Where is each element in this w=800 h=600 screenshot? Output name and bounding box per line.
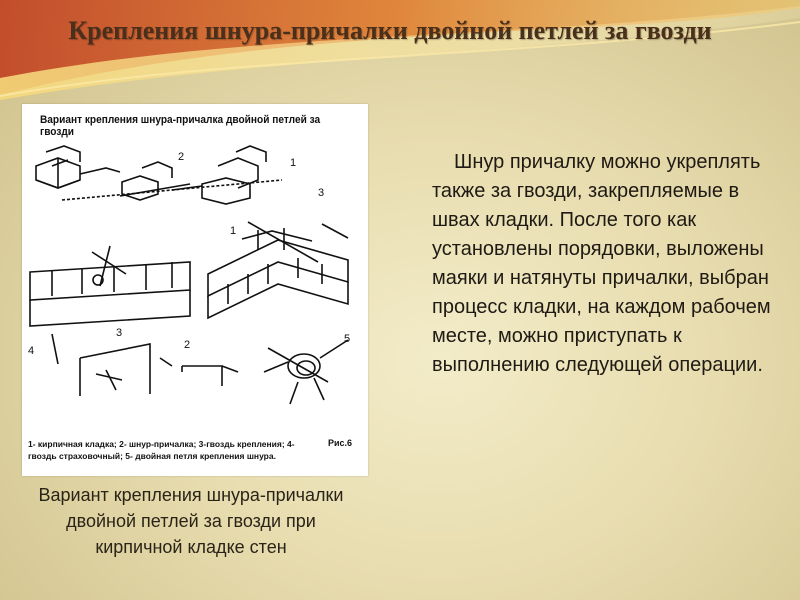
callout-label: 5 bbox=[344, 333, 351, 345]
callout-label: 3 bbox=[318, 187, 325, 199]
page-title: Крепления шнура-причалки двойной петлей за гвозди bbox=[68, 16, 712, 45]
brick-wall-middle bbox=[120, 162, 190, 200]
callout-label: 1 bbox=[230, 225, 237, 237]
figure-number: Рис.6 bbox=[328, 438, 353, 448]
figure-legend: 1- кирпичная кладка; 2- шнур-причалка; 3-гвоздь крепления; 4- гвоздь страховочный; 5- двойная петля крепления шнура. bbox=[28, 439, 295, 461]
callout-label: 1 bbox=[290, 157, 297, 169]
callout-label: 2 bbox=[178, 151, 185, 163]
body-text: Шнур причалку можно укреплять также за гвозди, закрепляемые в швах кладки. После того как установлены порядовки, выложены маяки и натянуты причалки, выбран процесс кладки, на каждом рабочем месте, можно приступать к выполнению следующей операции. bbox=[432, 151, 771, 376]
brick-wall-left bbox=[36, 146, 120, 188]
nail-detail bbox=[52, 334, 150, 396]
double-loop bbox=[264, 340, 348, 404]
diagram-figure bbox=[22, 104, 368, 476]
corner-wall bbox=[208, 222, 348, 318]
callout-label: 3 bbox=[116, 327, 123, 339]
figure-title: Вариант крепления шнура-причалка двойной петлей за гвозди bbox=[40, 114, 321, 138]
cord-between-nails bbox=[160, 358, 238, 386]
brick-wall-right bbox=[172, 146, 266, 204]
callout-label: 2 bbox=[184, 339, 191, 351]
masonry-drawing bbox=[22, 104, 368, 476]
callout-label: 4 bbox=[28, 345, 35, 357]
wall-segment-left bbox=[30, 246, 190, 326]
figure-caption: Вариант крепления шнура-причалки двойной петлей за гвозди при кирпичной кладке стен bbox=[38, 485, 344, 557]
